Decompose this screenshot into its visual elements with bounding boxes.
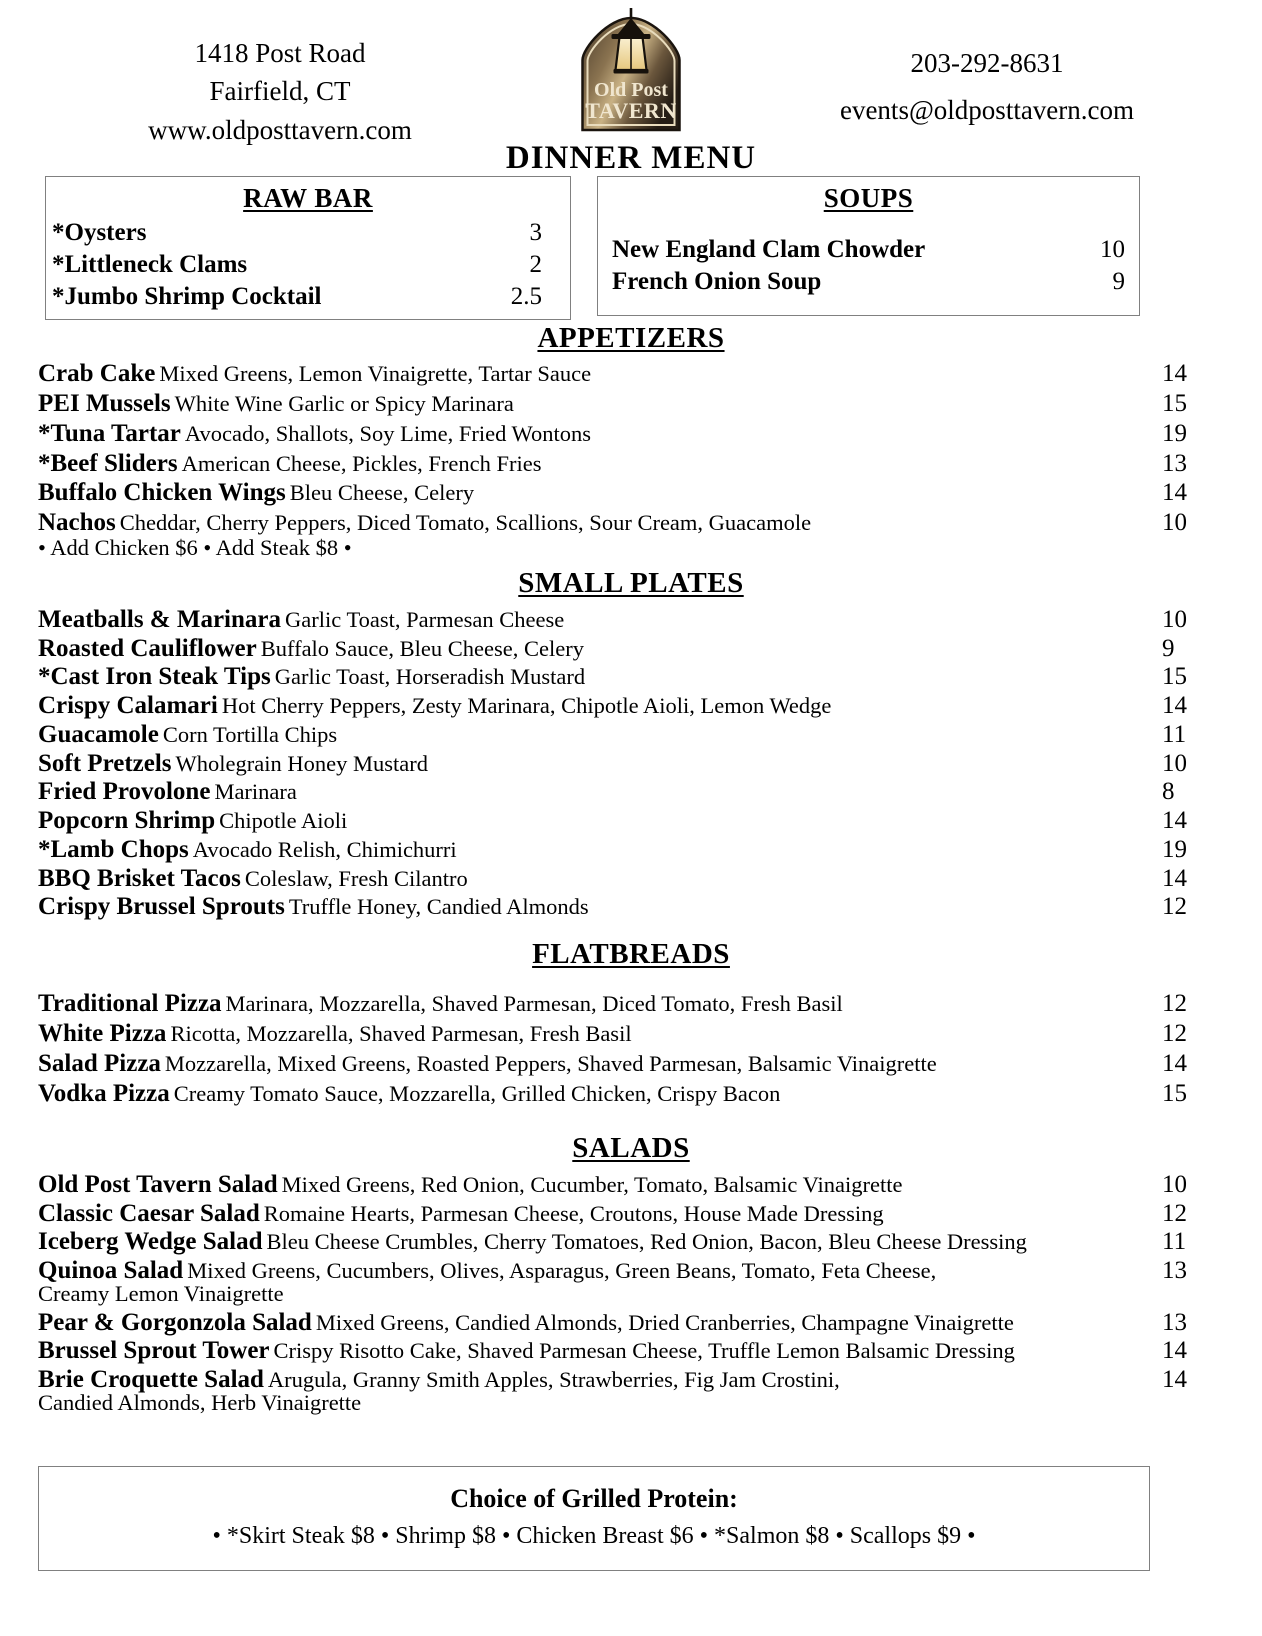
menu-item xyxy=(0,1229,1262,1255)
item-price: 10 xyxy=(1100,236,1125,263)
item-title: Salad Pizza xyxy=(38,1049,161,1077)
item-price: 2.5 xyxy=(510,283,542,310)
old-post-tavern-logo xyxy=(554,4,709,134)
salads-items xyxy=(0,1172,1262,1416)
menu-item xyxy=(0,693,1262,719)
item-price: 12 xyxy=(1162,1199,1187,1227)
raw-bar-items xyxy=(46,217,570,313)
address-line-2: Fairfield, CT xyxy=(209,76,351,107)
phone-number[interactable]: 203-292-8631 xyxy=(910,48,1064,78)
menu-item xyxy=(0,607,1262,633)
item-price: 8 xyxy=(1162,778,1175,806)
item-title: Soft Pretzels xyxy=(38,749,172,777)
item-price: 14 xyxy=(1162,692,1187,720)
item-description: Buffalo Sauce, Bleu Cheese, Celery xyxy=(260,635,584,661)
item-price: 14 xyxy=(1162,479,1187,507)
item-price: 19 xyxy=(1162,835,1187,863)
item-description: Marinara xyxy=(214,779,297,805)
small-plates-items xyxy=(0,607,1262,920)
item-name: *Oysters xyxy=(52,219,147,246)
raw-bar-heading: RAW BAR xyxy=(243,183,373,213)
item-title: BBQ Brisket Tacos xyxy=(38,864,241,892)
item-description: Mixed Greens, Candied Almonds, Dried Cranberries, Champagne Vinaigrette xyxy=(315,1309,1014,1335)
item-price: 10 xyxy=(1162,509,1187,537)
menu-item xyxy=(0,722,1262,748)
item-title: *Cast Iron Steak Tips xyxy=(38,663,271,691)
item-description-continued: Creamy Lemon Vinaigrette xyxy=(38,1280,284,1306)
item-description: Truffle Honey, Candied Almonds xyxy=(288,894,589,920)
item-price: 10 xyxy=(1162,749,1187,777)
menu-row xyxy=(46,281,570,313)
address-block xyxy=(60,34,500,149)
flatbreads-heading: FLATBREADS xyxy=(532,938,730,971)
menu-item xyxy=(0,1021,1262,1047)
item-price: 11 xyxy=(1162,1228,1187,1256)
menu-item xyxy=(0,361,1262,387)
menu-row xyxy=(598,266,1139,298)
menu-item xyxy=(0,636,1262,662)
item-price: 14 xyxy=(1162,360,1187,388)
item-price: 3 xyxy=(529,219,542,246)
item-description: Mozzarella, Mixed Greens, Roasted Peppers, Shaved Parmesan, Balsamic Vinaigrette xyxy=(164,1050,937,1076)
item-title: Crab Cake xyxy=(38,360,156,388)
item-description: Marinara, Mozzarella, Shaved Parmesan, Diced Tomato, Fresh Basil xyxy=(225,991,843,1017)
menu-item xyxy=(0,1051,1262,1077)
item-name: *Littleneck Clams xyxy=(52,251,248,278)
appetizers-heading: APPETIZERS xyxy=(537,322,725,354)
item-price: 14 xyxy=(1162,1337,1187,1365)
page-title: DINNER MENU xyxy=(505,140,757,176)
website-link[interactable]: www.oldposttavern.com xyxy=(148,114,412,145)
menu-item xyxy=(0,1201,1262,1227)
item-price: 10 xyxy=(1162,605,1187,633)
item-price: 14 xyxy=(1162,1049,1187,1077)
menu-item xyxy=(0,1367,1262,1416)
item-title: Pear & Gorgonzola Salad xyxy=(38,1308,312,1336)
item-price: 10 xyxy=(1162,1170,1187,1198)
item-description: Ricotta, Mozzarella, Shaved Parmesan, Fresh Basil xyxy=(170,1021,632,1047)
item-price: 9 xyxy=(1162,634,1175,662)
item-description: Cheddar, Cherry Peppers, Diced Tomato, Scallions, Sour Cream, Guacamole xyxy=(119,510,812,536)
item-title: Crispy Calamari xyxy=(38,692,218,720)
item-price: 15 xyxy=(1162,1079,1187,1107)
menu-item xyxy=(0,480,1262,506)
top-boxes-row xyxy=(0,176,1262,324)
menu-item xyxy=(0,837,1262,863)
menu-item xyxy=(0,1081,1262,1107)
small-plates-heading: SMALL PLATES xyxy=(518,567,744,600)
item-name: French Onion Soup xyxy=(612,268,822,295)
item-title: Meatballs & Marinara xyxy=(38,605,282,633)
menu-item xyxy=(0,1310,1262,1336)
menu-row xyxy=(46,249,570,281)
item-title: White Pizza xyxy=(38,1020,167,1048)
item-title: Quinoa Salad xyxy=(38,1257,184,1284)
item-description: Avocado Relish, Chimichurri xyxy=(192,836,457,862)
menu-row xyxy=(46,217,570,249)
item-title: Crispy Brussel Sprouts xyxy=(38,893,285,921)
item-description: American Cheese, Pickles, French Fries xyxy=(181,450,542,476)
item-description: White Wine Garlic or Spicy Marinara xyxy=(174,391,514,417)
item-description: Mixed Greens, Red Onion, Cucumber, Tomato, Balsamic Vinaigrette xyxy=(281,1171,903,1197)
menu-item xyxy=(0,751,1262,777)
menu-item xyxy=(0,779,1262,805)
menu-item xyxy=(0,510,1262,536)
item-title: Popcorn Shrimp xyxy=(38,807,216,835)
item-description: Hot Cherry Peppers, Zesty Marinara, Chipotle Aioli, Lemon Wedge xyxy=(221,693,832,719)
email-address[interactable]: events@oldposttavern.com xyxy=(839,95,1135,126)
menu-item xyxy=(0,1338,1262,1364)
logo-text-line-1: Old Post xyxy=(594,79,668,101)
item-price: 2 xyxy=(529,251,542,278)
item-price: 12 xyxy=(1162,1020,1187,1048)
menu-item xyxy=(0,808,1262,834)
menu-item xyxy=(0,1258,1262,1307)
item-description: Mixed Greens, Cucumbers, Olives, Asparagus, Green Beans, Tomato, Feta Cheese, xyxy=(187,1258,937,1283)
item-description: Arugula, Granny Smith Apples, Strawberries, Fig Jam Crostini, xyxy=(267,1367,840,1392)
item-title: Brie Croquette Salad xyxy=(38,1366,264,1393)
item-description: Garlic Toast, Parmesan Cheese xyxy=(285,606,565,632)
item-title: Buffalo Chicken Wings xyxy=(38,479,286,507)
item-price: 15 xyxy=(1162,663,1187,691)
item-price: 19 xyxy=(1162,419,1187,447)
menu-row xyxy=(598,234,1139,266)
soups-items xyxy=(598,234,1139,298)
item-title: Guacamole xyxy=(38,720,159,748)
item-description: Avocado, Shallots, Soy Lime, Fried Wontons xyxy=(184,420,591,446)
item-description: Creamy Tomato Sauce, Mozzarella, Grilled Chicken, Crispy Bacon xyxy=(173,1080,781,1106)
item-description: Wholegrain Honey Mustard xyxy=(175,750,428,776)
item-description-continued: Candied Almonds, Herb Vinaigrette xyxy=(38,1389,362,1415)
item-description: Corn Tortilla Chips xyxy=(162,721,338,747)
soups-section xyxy=(597,176,1140,316)
item-description: Garlic Toast, Horseradish Mustard xyxy=(274,664,586,690)
item-title: *Lamb Chops xyxy=(38,835,189,863)
item-title: Vodka Pizza xyxy=(38,1079,170,1107)
item-description: Mixed Greens, Lemon Vinaigrette, Tartar Sauce xyxy=(159,361,592,387)
nachos-add-ons-note: • Add Chicken $6 • Add Steak $8 • xyxy=(38,534,352,560)
item-name: *Jumbo Shrimp Cocktail xyxy=(52,283,322,310)
item-price: 11 xyxy=(1162,720,1187,748)
menu-header xyxy=(0,0,1262,176)
item-description: Coleslaw, Fresh Cilantro xyxy=(244,865,468,891)
item-title: *Beef Sliders xyxy=(38,449,178,477)
menu-body xyxy=(0,322,1262,1419)
item-description: Bleu Cheese Crumbles, Cherry Tomatoes, Red Onion, Bacon, Bleu Cheese Dressing xyxy=(266,1229,1027,1255)
item-description: Romaine Hearts, Parmesan Cheese, Croutons, House Made Dressing xyxy=(263,1200,884,1226)
item-title: *Tuna Tartar xyxy=(38,419,181,447)
contact-block xyxy=(767,40,1207,135)
address-line-1: 1418 Post Road xyxy=(194,38,366,68)
item-name: New England Clam Chowder xyxy=(612,236,926,263)
item-description: Crispy Risotto Cake, Shaved Parmesan Cheese, Truffle Lemon Balsamic Dressing xyxy=(273,1338,1015,1364)
menu-item xyxy=(0,894,1262,920)
item-title: Fried Provolone xyxy=(38,778,211,806)
item-price: 15 xyxy=(1162,390,1187,418)
item-price: 9 xyxy=(1112,268,1125,295)
appetizers-items xyxy=(0,361,1262,559)
menu-item xyxy=(0,664,1262,690)
raw-bar-section xyxy=(45,176,571,320)
item-title: Iceberg Wedge Salad xyxy=(38,1228,263,1256)
item-price: 12 xyxy=(1162,893,1187,921)
item-price: 12 xyxy=(1162,990,1187,1018)
menu-item xyxy=(0,421,1262,447)
item-price: 13 xyxy=(1162,1257,1187,1284)
logo-text-line-2: TAVERN xyxy=(585,98,677,123)
item-price: 13 xyxy=(1162,449,1187,477)
flatbreads-items xyxy=(0,991,1262,1106)
item-title: PEI Mussels xyxy=(38,390,171,418)
menu-item xyxy=(0,451,1262,477)
menu-item xyxy=(0,391,1262,417)
item-price: 14 xyxy=(1162,807,1187,835)
salads-heading: SALADS xyxy=(572,1132,690,1165)
soups-heading: SOUPS xyxy=(823,183,914,213)
item-title: Old Post Tavern Salad xyxy=(38,1170,278,1198)
grilled-protein-title: Choice of Grilled Protein: xyxy=(450,1484,738,1513)
grilled-protein-options: • *Skirt Steak $8 • Shrimp $8 • Chicken Breast $6 • *Salmon $8 • Scallops $9 • xyxy=(212,1523,976,1550)
item-price: 14 xyxy=(1162,1366,1187,1393)
item-description: Bleu Cheese, Celery xyxy=(289,480,475,506)
grilled-protein-box xyxy=(38,1466,1150,1571)
item-price: 14 xyxy=(1162,864,1187,892)
item-title: Classic Caesar Salad xyxy=(38,1199,260,1227)
menu-item xyxy=(0,1172,1262,1198)
item-price: 13 xyxy=(1162,1308,1187,1336)
item-title: Nachos xyxy=(38,509,116,537)
item-title: Roasted Cauliflower xyxy=(38,634,257,662)
menu-item xyxy=(0,991,1262,1017)
item-description: Chipotle Aioli xyxy=(219,808,348,834)
item-title: Brussel Sprout Tower xyxy=(38,1337,270,1365)
menu-item xyxy=(0,866,1262,892)
item-title: Traditional Pizza xyxy=(38,990,222,1018)
